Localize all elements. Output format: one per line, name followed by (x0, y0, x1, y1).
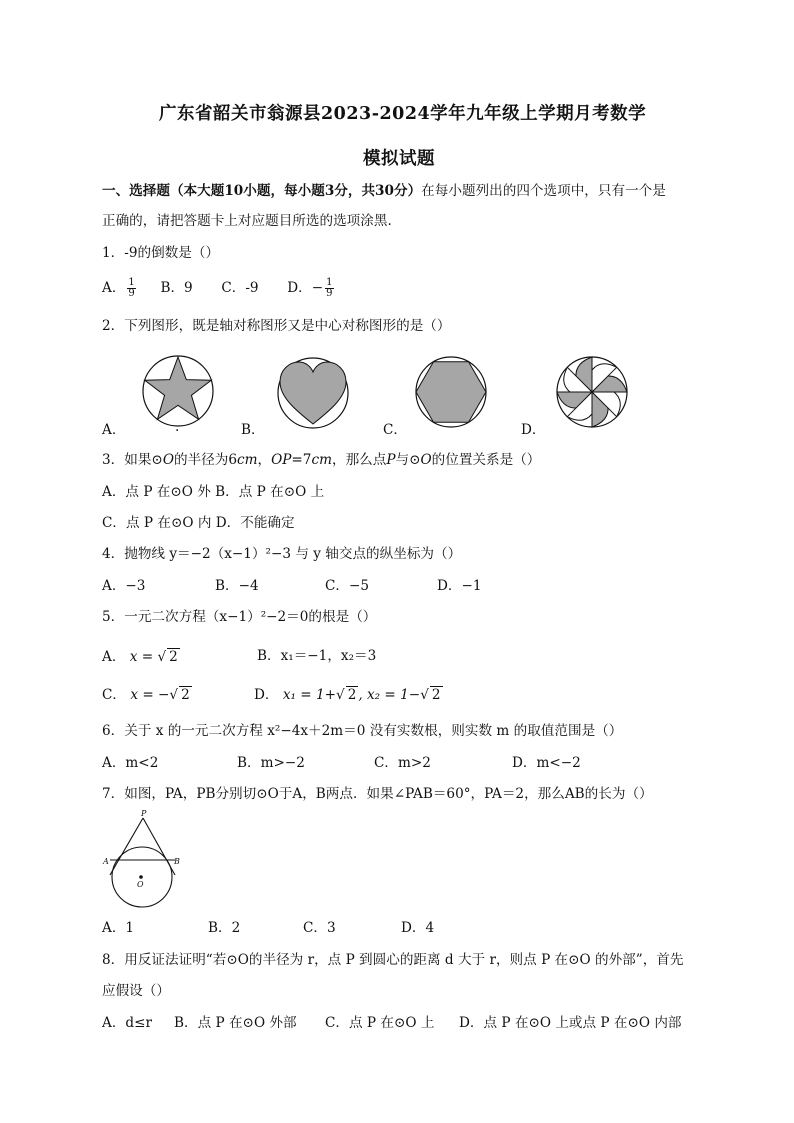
q8-option-d: D．点 P 在⊙O 上或点 P 在⊙O 内部 (459, 1015, 682, 1031)
q5-option-d: D． x₁ = 1+√ 2 , x₂ = 1−√ 2 (254, 687, 441, 703)
q5-option-b: B．x₁＝−1，x₂＝3 (257, 648, 377, 664)
section-instructions-cont: 正确的，请把答题卡上对应题目所选的选项涂黑. (102, 213, 392, 229)
star-in-circle-figure (141, 354, 215, 428)
question-2-stem: 2．下列图形，既是轴对称图形又是中心对称图形的是（） (102, 318, 451, 334)
q8-option-c: C．点 P 在⊙O 上 (325, 1015, 435, 1031)
fig-label-b: B (174, 857, 180, 866)
fig-label-a: A (103, 857, 109, 866)
q1-option-d: D．− $\frac{1}{9}$ (287, 277, 333, 299)
fig-label-o: O (137, 880, 144, 889)
question-3-options-1: A．点 P 在⊙O 外 B．点 P 在⊙O 上 (102, 484, 325, 500)
q1-option-c: C．-9 (221, 280, 259, 296)
q7-option-a: A．1 (102, 920, 135, 936)
fig-label-p: P (141, 809, 147, 818)
q4-option-c: C．−5 (325, 578, 370, 594)
question-3-options-2: C．点 P 在⊙O 内 D．不能确定 (102, 515, 295, 531)
q2-option-d: D． (521, 422, 546, 438)
pinwheel-in-circle-figure (555, 355, 629, 429)
section-instructions: 一、选择题（本大题10小题，每小题3分，共30分）在每小题列出的四个选项中，只有一个是 (102, 183, 666, 199)
q7-option-d: D．4 (401, 920, 435, 936)
q4-option-b: B．−4 (215, 578, 259, 594)
heart-in-circle-figure (276, 356, 350, 430)
q6-option-d: D．m<−2 (512, 755, 581, 771)
question-4-stem: 4．抛物线 y＝−2（x−1）²−3 与 y 轴交点的纵坐标为（） (102, 546, 462, 562)
q2-option-b: B． (241, 422, 265, 438)
q8-option-b: B．点 P 在⊙O 外部 (174, 1015, 297, 1031)
q8-option-a: A．d≤r (102, 1015, 153, 1031)
q4-option-a: A．−3 (102, 578, 146, 594)
q7-option-b: B．2 (208, 920, 241, 936)
question-1-options (102, 278, 336, 299)
q1-option-a: A． $\frac{1}{9}$ (102, 277, 135, 299)
question-3-stem: 3．如果⊙O的半径为6cm，OP=7cm，那么点P与⊙O的位置关系是（） (102, 452, 541, 468)
q1-option-b: B．9 (160, 280, 193, 296)
page-subtitle: 模拟试题 (363, 149, 435, 169)
question-7-stem: 7．如图，PA，PB分别切⊙O于A，B两点．如果∠PAB＝60°，PA＝2，那么AB的长为（） (102, 786, 653, 802)
q2-option-a-dot: . (175, 419, 180, 435)
q6-option-c: C．m>2 (374, 755, 431, 771)
question-6-stem: 6．关于 x 的一元二次方程 x²−4x＋2m＝0 没有实数根，则实数 m 的取值范围是（） (102, 723, 623, 739)
q7-option-c: C．3 (303, 920, 336, 936)
question-1-stem: 1．-9的倒数是（） (102, 245, 220, 261)
q5-option-a: A． x = √ 2 (102, 649, 178, 665)
q4-option-d: D．−1 (437, 578, 482, 594)
q2-option-a: A． (102, 422, 126, 438)
q5-option-c: C． x = −√ 2 (102, 687, 190, 703)
q6-option-b: B．m>−2 (237, 755, 305, 771)
question-8-stem-cont: 应假设（） (102, 983, 170, 999)
page-title: 广东省韶关市翁源县2023-2024学年九年级上学期月考数学 (159, 104, 647, 124)
question-5-stem: 5．一元二次方程（x−1）²−2＝0的根是（） (102, 609, 377, 625)
q2-option-c: C． (383, 422, 407, 438)
hexagon-in-circle-figure (414, 355, 488, 429)
question-8-stem: 8．用反证法证明“若⊙O的半径为 r，点 P 到圆心的距离 d 大于 r，则点 P 在⊙O 的外部”，首先 (102, 952, 684, 968)
q6-option-a: A．m<2 (102, 755, 159, 771)
